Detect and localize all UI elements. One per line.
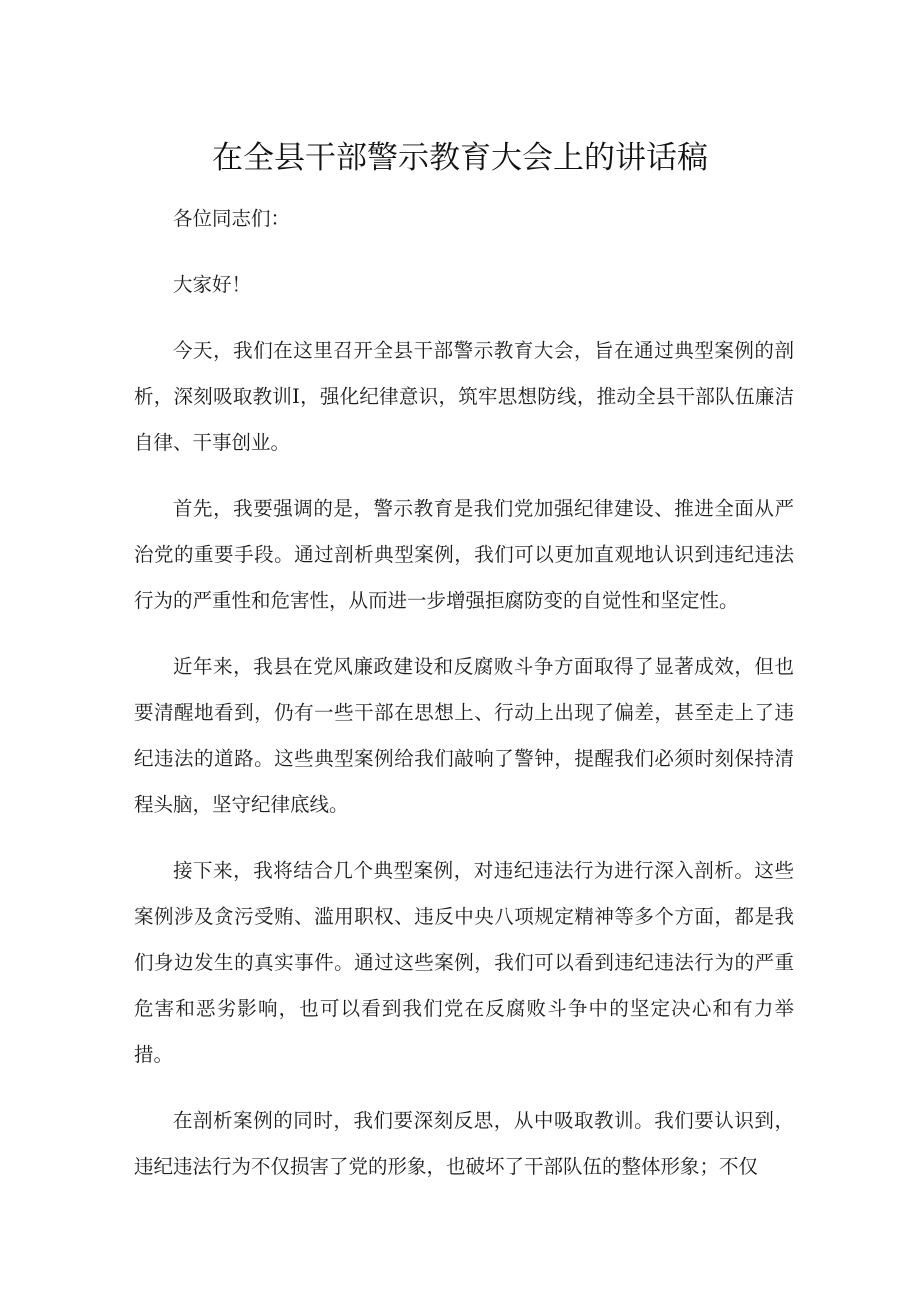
paragraph: 首先，我要强调的是，警示教育是我们党加强纪律建设、推进全面从严治党的重要手段。通过剖析典型案例，我们可以更加直观地认识到违纪违法行为的严重性和危害性，从而进一步增强拒腐防变的自觉性和坚定性。 bbox=[134, 497, 794, 612]
paragraph: 在剖析案例的同时，我们要深刻反思，从中吸取教训。我们要认识到，违纪违法行为不仅损害了党的形象，也破坏了干部队伍的整体形象；不仅 bbox=[134, 1109, 794, 1178]
document-body bbox=[134, 196, 794, 1210]
salutation: 各位同志们： bbox=[173, 207, 291, 230]
paragraph: 接下来，我将结合几个典型案例，对违纪违法行为进行深入剖析。这些案例涉及贪污受贿、滥用职权、违反中央八项规定精神等多个方面，都是我们身边发生的真实事件。通过这些案例，我们可以看到违纪违法行为的严重危害和恶劣影响，也可以看到我们党在反腐败斗争中的坚定决心和有力举措。 bbox=[134, 859, 794, 1066]
greeting: 大家好！ bbox=[173, 273, 252, 296]
paragraph: 近年来，我县在党风廉政建设和反腐败斗争方面取得了显著成效，但也要清醒地看到，仍有一些干部在思想上、行动上出现了偏差，甚至走上了违纪违法的道路。这些典型案例给我们敲响了警钟，提醒我们必须时刻保持清程头脑，坚守纪律底线。 bbox=[134, 655, 794, 816]
paragraph: 今天，我们在这里召开全县干部警示教育大会，旨在通过典型案例的剖析，深刻吸取教训I，强化纪律意识，筑牢思想防线，推动全县干部队伍廉洁自律、干事创业。 bbox=[134, 339, 794, 454]
document-title: 在全县干部警示教育大会上的讲话稿 bbox=[212, 140, 708, 176]
